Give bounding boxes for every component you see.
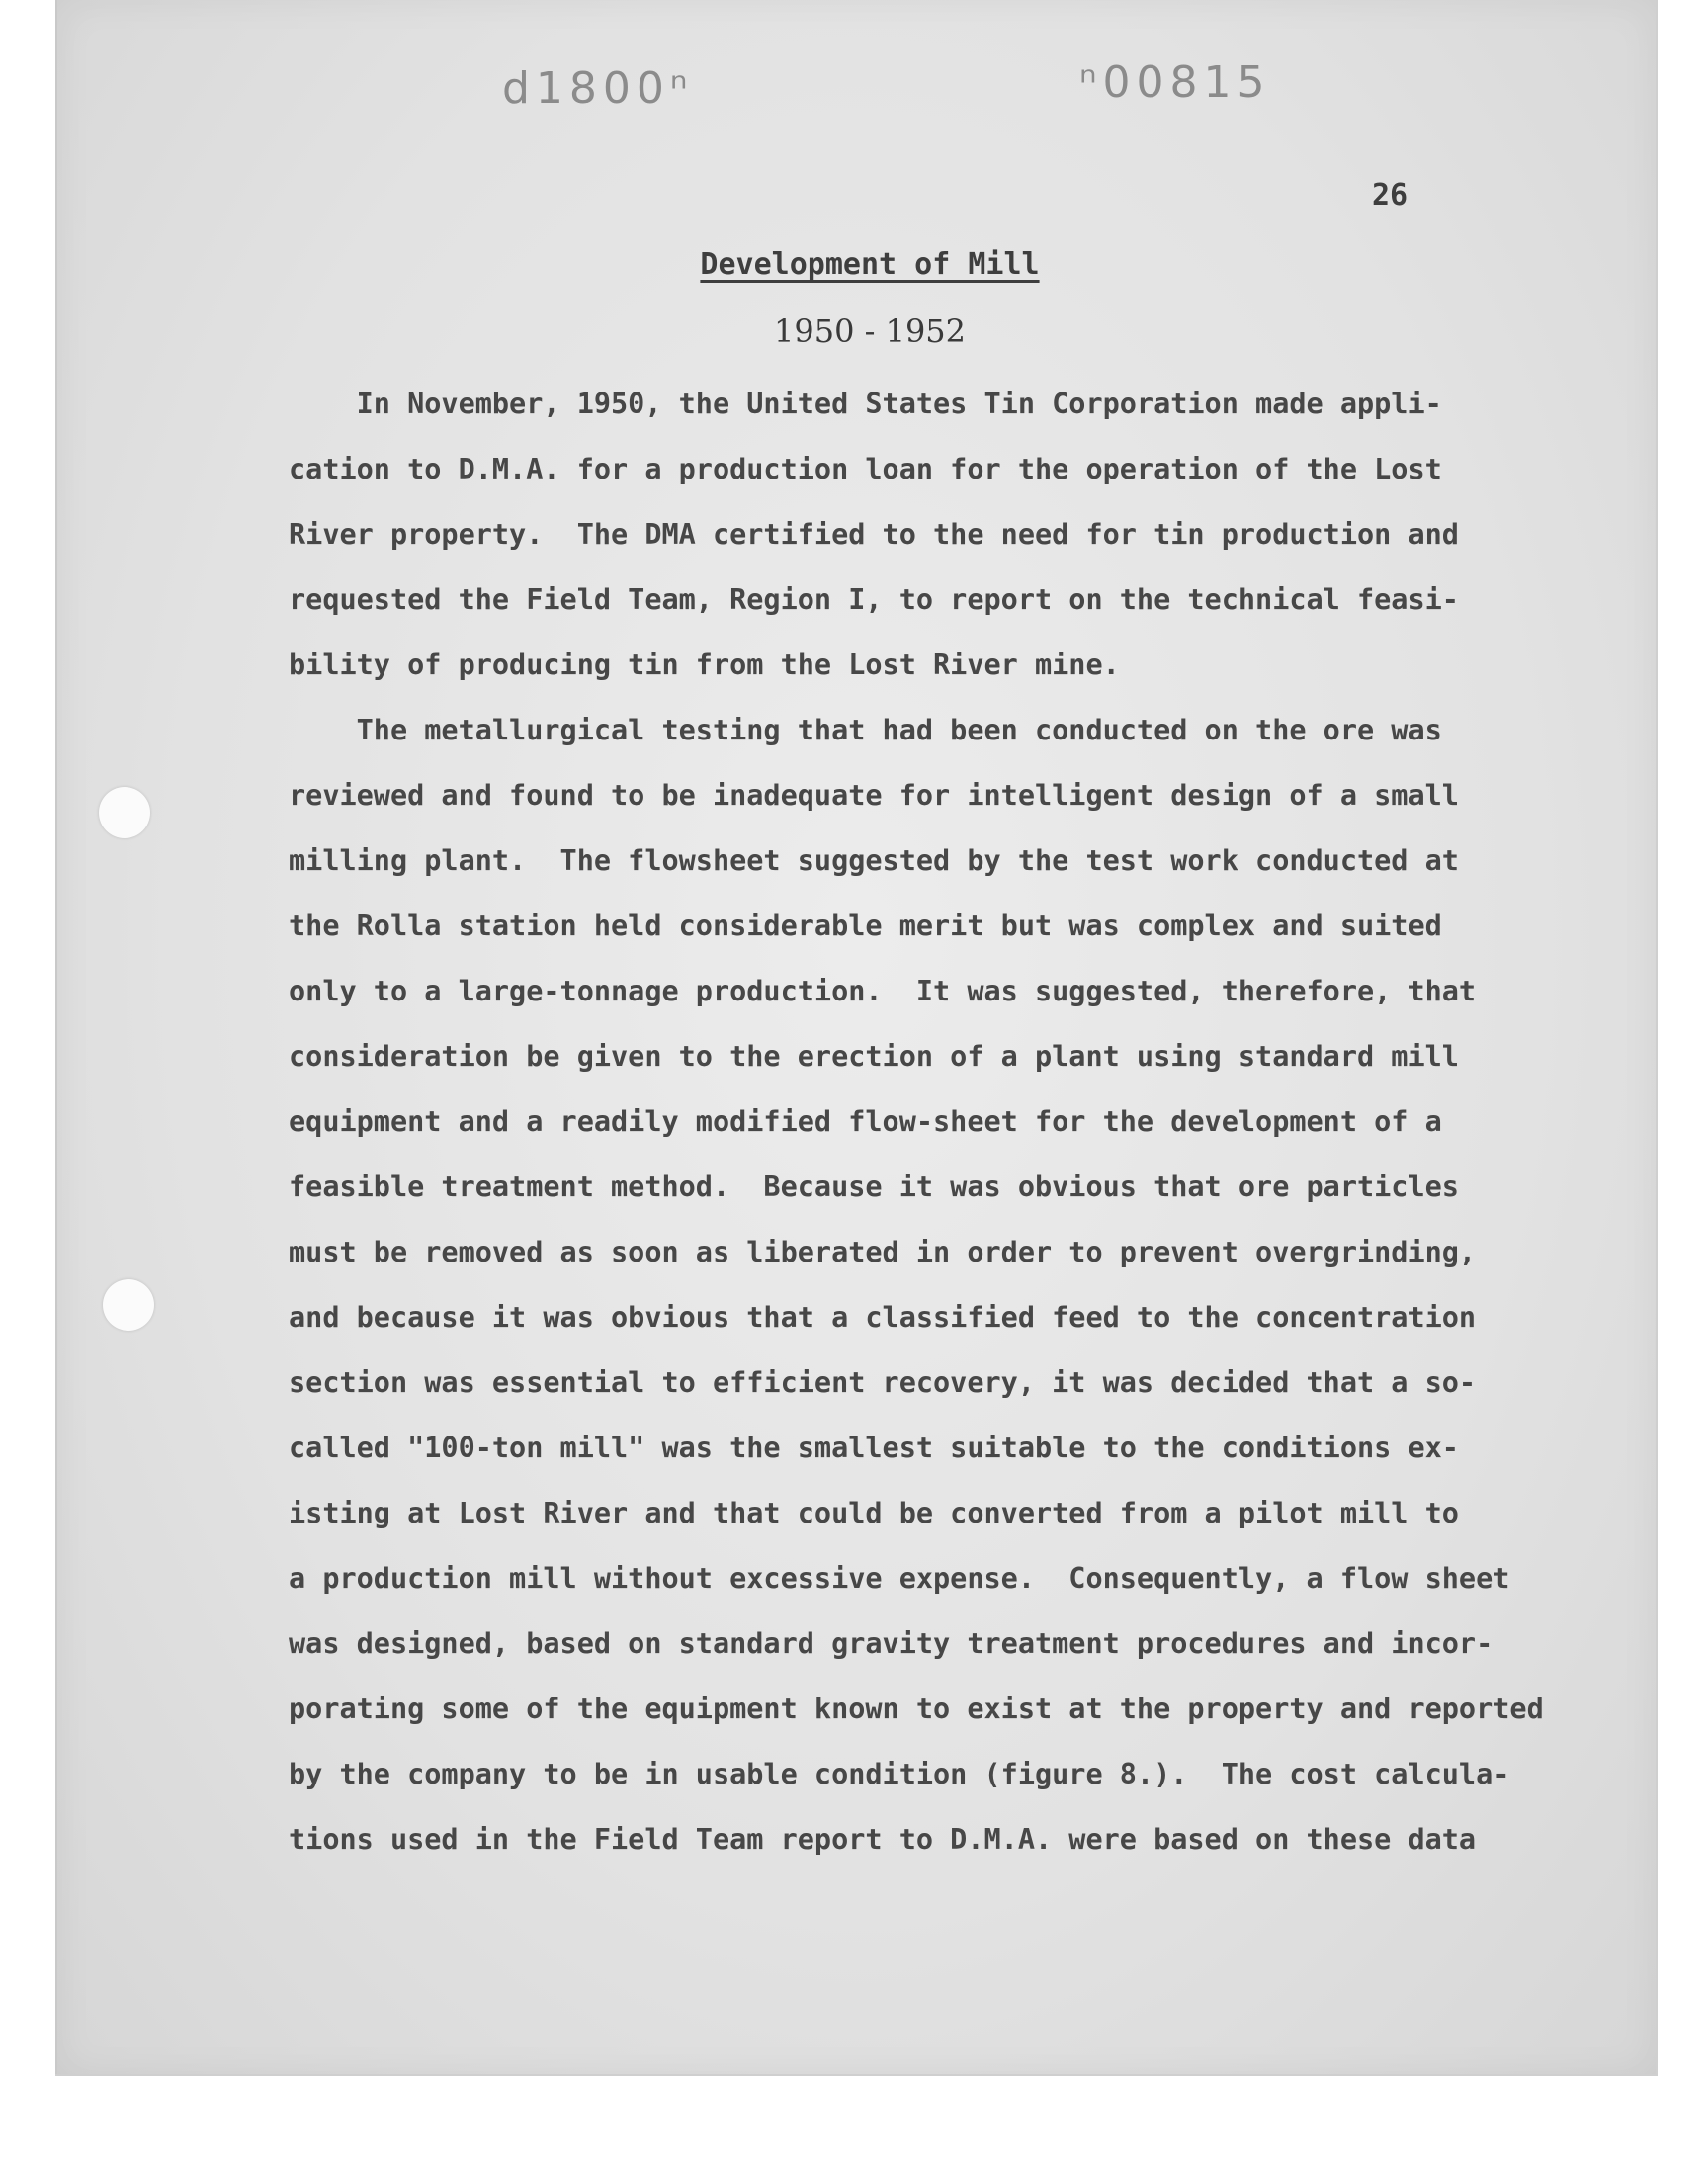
page-title: Development of Mill [700, 247, 1040, 282]
text-line: bility of producing tin from the Lost River mine. [289, 649, 1120, 681]
text-line: reviewed and found to be inadequate for intelligent design of a small [289, 779, 1459, 812]
archive-stamp-left: d1800ⁿ [502, 63, 694, 114]
page-subtitle-years: 1950 - 1952 [773, 312, 967, 350]
text-line: by the company to be in usable condition (figure 8.). The cost calcula- [289, 1758, 1510, 1790]
text-line: was designed, based on standard gravity treatment procedures and incor- [289, 1627, 1494, 1660]
page-number: 26 [1372, 178, 1409, 213]
text-line: the Rolla station held considerable merit but was complex and suited [289, 910, 1442, 942]
punch-hole [99, 787, 150, 838]
text-line: milling plant. The flowsheet suggested by the test work conducted at [289, 844, 1459, 877]
text-line: tions used in the Field Team report to D.M.A. were based on these data [289, 1823, 1477, 1856]
text-line: must be removed as soon as liberated in order to prevent overgrinding, [289, 1236, 1477, 1268]
text-line: and because it was obvious that a classified feed to the concentration [289, 1301, 1477, 1334]
text-line: isting at Lost River and that could be converted from a pilot mill to [289, 1497, 1459, 1529]
text-line: a production mill without excessive expense. Consequently, a flow sheet [289, 1562, 1510, 1595]
text-line: only to a large-tonnage production. It was suggested, therefore, that [289, 975, 1477, 1007]
text-line: porating some of the equipment known to exist at the property and reported [289, 1693, 1544, 1725]
text-line: cation to D.M.A. for a production loan for the operation of the Lost [289, 453, 1442, 485]
punch-hole [103, 1279, 154, 1331]
text-line: The metallurgical testing that had been conducted on the ore was [289, 714, 1442, 746]
text-line: In November, 1950, the United States Tin Corporation made appli- [289, 388, 1442, 420]
body-text [289, 372, 1544, 1872]
text-line: consideration be given to the erection of a plant using standard mill [289, 1040, 1459, 1073]
scan-edge [55, 2074, 1657, 2076]
text-line: feasible treatment method. Because it was obvious that ore particles [289, 1171, 1459, 1203]
text-line: requested the Field Team, Region I, to report on the technical feasi- [289, 583, 1459, 616]
text-line: equipment and a readily modified flow-sheet for the development of a [289, 1105, 1442, 1138]
text-line: section was essential to efficient recovery, it was decided that a so- [289, 1366, 1477, 1399]
text-line: River property. The DMA certified to the need for tin production and [289, 518, 1459, 551]
archive-stamp-right: ⁿ00815 [1079, 57, 1271, 108]
text-line: called "100-ton mill" was the smallest suitable to the conditions ex- [289, 1432, 1459, 1464]
